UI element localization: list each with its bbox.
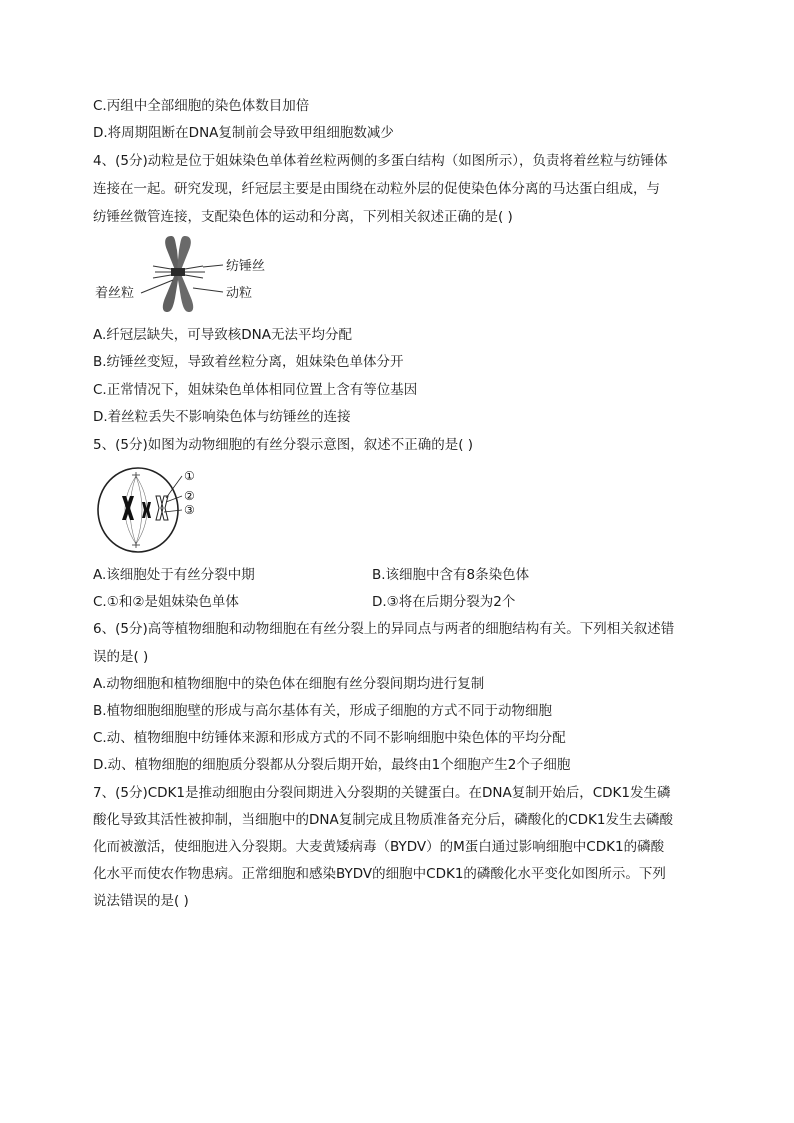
q7-stem-line-4: 化水平而使农作物患病。正常细胞和感染BYDV的细胞中CDK1的磷酸化水平变化如图所示。下列 [93, 866, 666, 882]
q5-option-d: D.③将在后期分裂为2个 [372, 594, 516, 610]
q7-stem-line-5: 说法错误的是( ) [93, 893, 189, 909]
q3-option-d: D.将周期阻断在DNA复制前会导致甲组细胞数减少 [93, 125, 394, 141]
q6-option-b: B.植物细胞细胞壁的形成与高尔基体有关，形成子细胞的方式不同于动物细胞 [93, 703, 553, 719]
label-3: ③ [184, 503, 195, 517]
q6-option-d: D.动、植物细胞的细胞质分裂都从分裂后期开始，最终由1个细胞产生2个子细胞 [93, 757, 571, 773]
q4-stem-line-3: 纺锤丝微管连接，支配染色体的运动和分离，下列相关叙述正确的是( ) [93, 209, 513, 225]
q4-stem-line-1: 4、(5分)动粒是位于姐妹染色单体着丝粒两侧的多蛋白结构（如图所示），负责将着丝粒与纺锤体 [93, 153, 668, 169]
q7-stem-line-3: 化而被激活，使细胞进入分裂期。大麦黄矮病毒（BYDV）的M蛋白通过影响细胞中CDK1的磷酸 [93, 839, 665, 855]
q6-stem-line-2: 误的是( ) [93, 649, 149, 665]
label-kinetochore: 动粒 [226, 286, 253, 301]
q4-option-b: B.纺锤丝变短，导致着丝粒分离，姐妹染色单体分开 [93, 354, 404, 370]
q3-option-c: C.丙组中全部细胞的染色体数目加倍 [93, 98, 310, 114]
kinetochore-leader-line [193, 288, 223, 292]
q7-stem-line-1: 7、(5分)CDK1是推动细胞由分裂间期进入分裂期的关键蛋白。在DNA复制开始后，CDK1发生磷 [93, 785, 671, 801]
kinetochore-figure [93, 230, 283, 318]
label-1: ① [184, 469, 195, 483]
label-centromere: 着丝粒 [95, 286, 135, 301]
q6-stem-line-1: 6、(5分)高等植物细胞和动物细胞在有丝分裂上的异同点与两者的细胞结构有关。下列相关叙述错 [93, 621, 675, 637]
spindle-leader-line [203, 265, 223, 267]
centrosomes [132, 472, 140, 548]
q5-option-a: A.该细胞处于有丝分裂中期 [93, 567, 255, 583]
q4-option-a: A.纤冠层缺失，可导致核DNA无法平均分配 [93, 327, 353, 343]
q7-stem-line-2: 酸化导致其活性被抑制，当细胞中的DNA复制完成且物质准备充分后，磷酸化的CDK1发生去磷酸 [93, 812, 673, 828]
chromosome-x-shape [163, 236, 193, 312]
q4-option-d: D.着丝粒丢失不影响染色体与纺锤丝的连接 [93, 409, 351, 425]
mitosis-cell-figure [96, 462, 216, 560]
q5-option-b: B.该细胞中含有8条染色体 [372, 567, 530, 583]
chromosome-outlined [156, 496, 168, 520]
q6-option-a: A.动物细胞和植物细胞中的染色体在细胞有丝分裂间期均进行复制 [93, 676, 485, 692]
q4-stem-line-2: 连接在一起。研究发现，纤冠层主要是由围绕在动粒外层的促使染色体分离的马达蛋白组成，与 [93, 181, 660, 197]
q6-option-c: C.动、植物细胞中纺锤体来源和形成方式的不同不影响细胞中染色体的平均分配 [93, 730, 566, 746]
q4-option-c: C.正常情况下，姐妹染色单体相同位置上含有等位基因 [93, 382, 418, 398]
q5-option-c: C.①和②是姐妹染色单体 [93, 594, 239, 610]
label-spindle: 纺锤丝 [226, 259, 266, 274]
q5-stem: 5、(5分)如图为动物细胞的有丝分裂示意图，叙述不正确的是( ) [93, 437, 474, 453]
label-2: ② [184, 489, 195, 503]
